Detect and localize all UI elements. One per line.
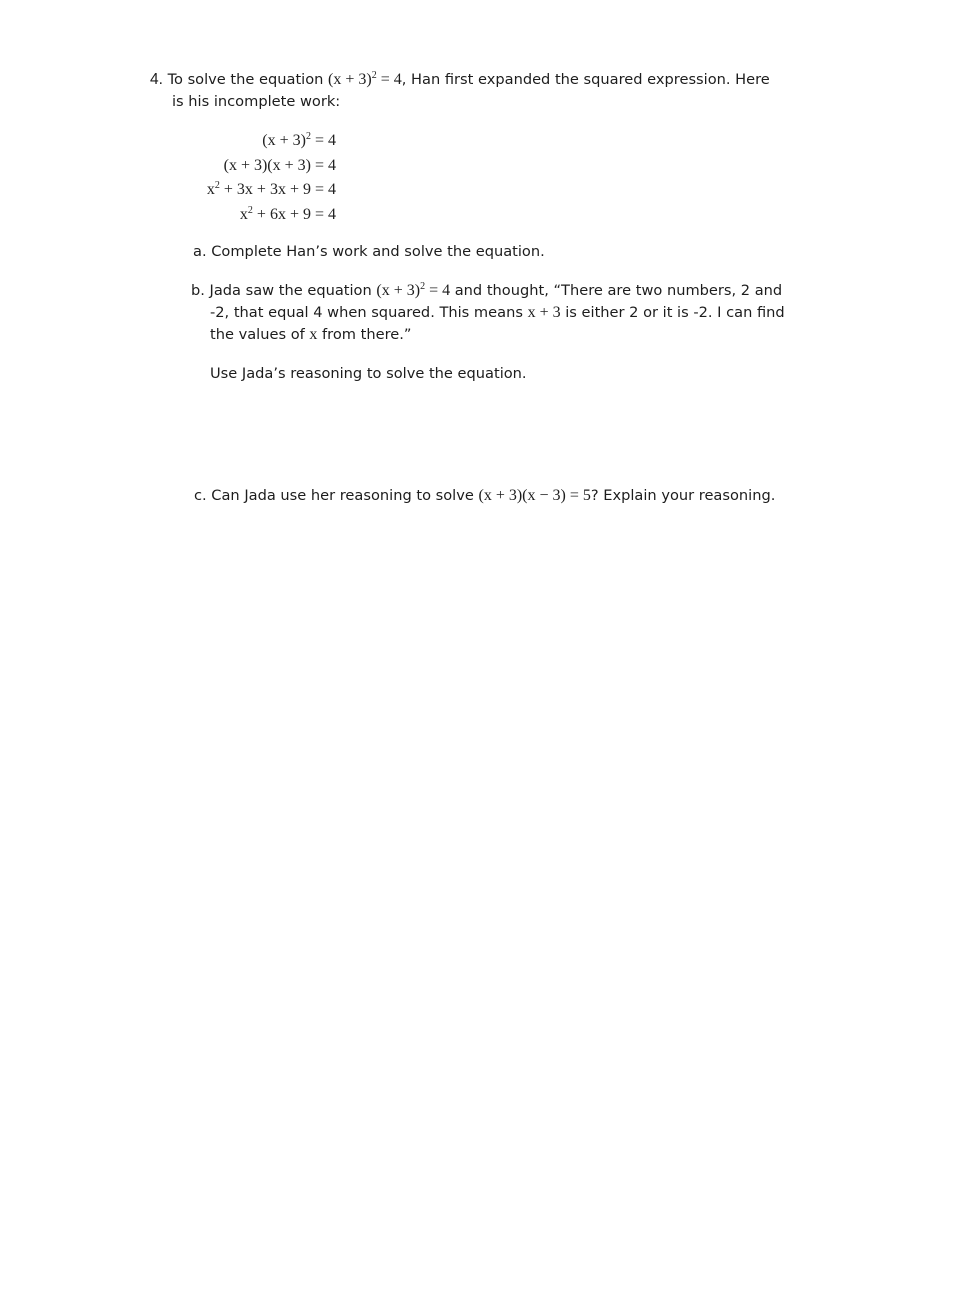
part-c-equation: (x + 3)(x − 3) = 5 <box>478 487 591 504</box>
part-c: c. Can Jada use her reasoning to solve (x + 3)(x − 3) = 5? Explain your reasoning. <box>194 487 776 504</box>
work-line-3: $x^2 + 3x + 3x + 9 = 4$ <box>206 180 336 198</box>
part-b-equation: $(x + 3)^2 = 4$ <box>376 281 451 299</box>
part-b-instruction: Use Jada’s reasoning to solve the equation. <box>210 365 527 382</box>
part-b-line-3: the values of x from there.” <box>210 326 412 343</box>
problem-intro-line-1 <box>150 70 770 90</box>
problem-intro-line-2: is his incomplete work: <box>172 93 341 110</box>
part-b-line-2: -2, that equal 4 when squared. This means x + 3 is either 2 or it is -2. I can find <box>210 304 785 321</box>
han-work <box>140 129 336 227</box>
work-line-1: $(x + 3)^2 = 4$ <box>262 131 336 149</box>
work-line-4: $x^2 + 6x + 9 = 4$ <box>239 204 336 223</box>
problem-number: 4. <box>150 71 163 88</box>
intro-text-post: , Han first expanded the squared expression. Here <box>401 71 770 88</box>
part-b-line-1: b. Jada saw the equation $(x + 3)^2 = 4$ and thought, “There are two numbers, 2 and <box>191 281 783 299</box>
work-line-2: (x + 3)(x + 3) = 4 <box>223 156 336 174</box>
intro-text-pre: To solve the equation <box>167 71 324 88</box>
intro-equation: $(x + 3)^2 = 4$ <box>328 70 402 88</box>
part-a: a. Complete Han’s work and solve the equation. <box>193 243 545 260</box>
